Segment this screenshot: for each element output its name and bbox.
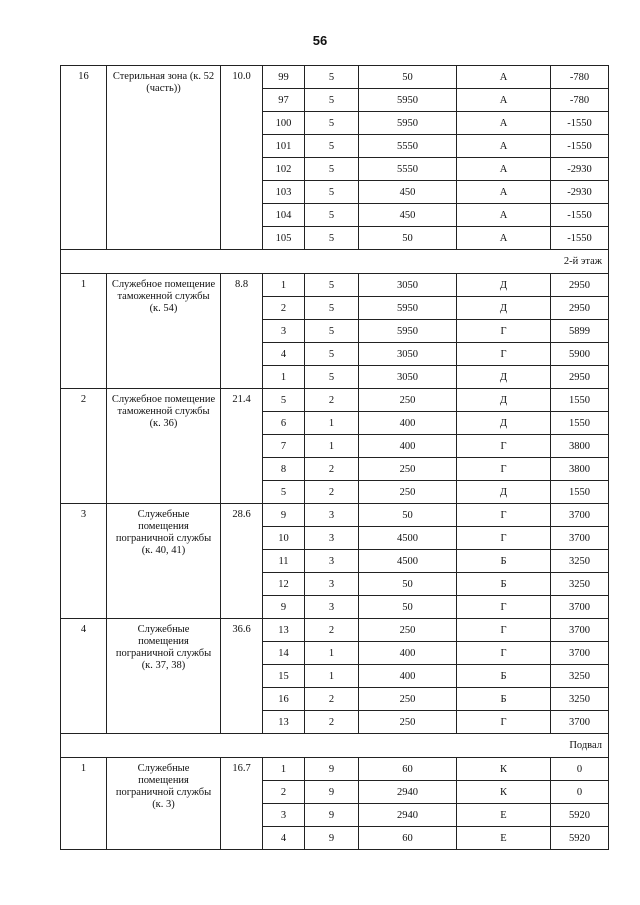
offset-value: 250 — [359, 619, 457, 642]
offset-value: 3050 — [359, 366, 457, 389]
coordinate-value: 1550 — [551, 389, 609, 412]
table-row — [61, 389, 609, 412]
level-value: 5 — [305, 158, 359, 181]
axis-letter: Д — [457, 366, 551, 389]
point-number: 2 — [263, 297, 305, 320]
coordinate-value: 2950 — [551, 297, 609, 320]
coordinate-value: -2930 — [551, 181, 609, 204]
axis-letter: Г — [457, 435, 551, 458]
coordinate-value: 2950 — [551, 274, 609, 297]
point-number: 15 — [263, 665, 305, 688]
table-row — [61, 504, 609, 527]
room-area: 21.4 — [221, 389, 263, 504]
axis-letter: Г — [457, 642, 551, 665]
axis-letter: Д — [457, 297, 551, 320]
level-value: 5 — [305, 227, 359, 250]
offset-value: 5950 — [359, 320, 457, 343]
offset-value: 5950 — [359, 297, 457, 320]
offset-value: 450 — [359, 181, 457, 204]
point-number: 4 — [263, 827, 305, 850]
offset-value: 60 — [359, 758, 457, 781]
point-number: 105 — [263, 227, 305, 250]
axis-letter: А — [457, 112, 551, 135]
room-name: Служебные помещения пограничной службы (к. 37, 38) — [107, 619, 221, 734]
offset-value: 2940 — [359, 804, 457, 827]
coordinate-value: -1550 — [551, 112, 609, 135]
offset-value: 400 — [359, 665, 457, 688]
offset-value: 250 — [359, 389, 457, 412]
offset-value: 400 — [359, 412, 457, 435]
room-number: 2 — [61, 389, 107, 504]
room-name: Стерильная зона (к. 52 (часть)) — [107, 66, 221, 250]
level-value: 5 — [305, 66, 359, 89]
point-number: 1 — [263, 274, 305, 297]
coordinate-value: 5920 — [551, 804, 609, 827]
table-row — [61, 619, 609, 642]
axis-letter: А — [457, 181, 551, 204]
level-value: 2 — [305, 389, 359, 412]
level-value: 1 — [305, 642, 359, 665]
floor-label: 2-й этаж — [61, 250, 609, 274]
coordinate-value: 1550 — [551, 412, 609, 435]
point-number: 12 — [263, 573, 305, 596]
level-value: 5 — [305, 204, 359, 227]
coordinate-value: 3800 — [551, 435, 609, 458]
offset-value: 5950 — [359, 89, 457, 112]
offset-value: 50 — [359, 504, 457, 527]
axis-letter: А — [457, 89, 551, 112]
level-value: 5 — [305, 112, 359, 135]
level-value: 2 — [305, 619, 359, 642]
level-value: 3 — [305, 550, 359, 573]
coordinate-value: -1550 — [551, 227, 609, 250]
level-value: 5 — [305, 320, 359, 343]
room-number: 16 — [61, 66, 107, 250]
offset-value: 400 — [359, 642, 457, 665]
coordinate-value: 3700 — [551, 504, 609, 527]
point-number: 100 — [263, 112, 305, 135]
room-area: 36.6 — [221, 619, 263, 734]
axis-letter: А — [457, 135, 551, 158]
point-number: 8 — [263, 458, 305, 481]
room-number: 1 — [61, 274, 107, 389]
level-value: 3 — [305, 527, 359, 550]
room-number: 3 — [61, 504, 107, 619]
axis-letter: Б — [457, 688, 551, 711]
point-number: 1 — [263, 758, 305, 781]
room-area: 16.7 — [221, 758, 263, 850]
room-name: Служебные помещения пограничной службы (к. 3) — [107, 758, 221, 850]
point-number: 13 — [263, 619, 305, 642]
level-value: 1 — [305, 435, 359, 458]
point-number: 5 — [263, 481, 305, 504]
room-number: 4 — [61, 619, 107, 734]
floor-header-row — [61, 734, 609, 758]
coordinate-value: 5900 — [551, 343, 609, 366]
level-value: 5 — [305, 366, 359, 389]
level-value: 3 — [305, 504, 359, 527]
level-value: 5 — [305, 274, 359, 297]
axis-letter: Г — [457, 596, 551, 619]
coordinate-value: 3700 — [551, 619, 609, 642]
point-number: 4 — [263, 343, 305, 366]
coordinate-value: -1550 — [551, 135, 609, 158]
axis-letter: Д — [457, 389, 551, 412]
point-number: 10 — [263, 527, 305, 550]
coordinate-value: -1550 — [551, 204, 609, 227]
level-value: 5 — [305, 135, 359, 158]
point-number: 9 — [263, 596, 305, 619]
offset-value: 250 — [359, 711, 457, 734]
table-body — [61, 66, 609, 850]
offset-value: 5950 — [359, 112, 457, 135]
coordinates-table — [60, 65, 609, 850]
point-number: 14 — [263, 642, 305, 665]
page-number: 56 — [312, 33, 328, 48]
coordinate-value: 5920 — [551, 827, 609, 850]
axis-letter: Д — [457, 274, 551, 297]
coordinate-value: 3700 — [551, 642, 609, 665]
level-value: 1 — [305, 412, 359, 435]
level-value: 5 — [305, 181, 359, 204]
point-number: 3 — [263, 320, 305, 343]
point-number: 5 — [263, 389, 305, 412]
axis-letter: Г — [457, 320, 551, 343]
point-number: 9 — [263, 504, 305, 527]
level-value: 3 — [305, 573, 359, 596]
point-number: 3 — [263, 804, 305, 827]
offset-value: 50 — [359, 573, 457, 596]
axis-letter: Г — [457, 527, 551, 550]
offset-value: 50 — [359, 596, 457, 619]
level-value: 5 — [305, 297, 359, 320]
offset-value: 3050 — [359, 274, 457, 297]
point-number: 1 — [263, 366, 305, 389]
coordinate-value: -2930 — [551, 158, 609, 181]
level-value: 2 — [305, 458, 359, 481]
axis-letter: А — [457, 204, 551, 227]
room-name: Служебное помещение таможенной службы (к. 54) — [107, 274, 221, 389]
level-value: 1 — [305, 665, 359, 688]
level-value: 9 — [305, 827, 359, 850]
axis-letter: Г — [457, 711, 551, 734]
coordinate-value: 3250 — [551, 688, 609, 711]
room-area: 8.8 — [221, 274, 263, 389]
point-number: 103 — [263, 181, 305, 204]
room-number: 1 — [61, 758, 107, 850]
point-number: 7 — [263, 435, 305, 458]
offset-value: 4500 — [359, 550, 457, 573]
offset-value: 60 — [359, 827, 457, 850]
level-value: 2 — [305, 688, 359, 711]
offset-value: 50 — [359, 227, 457, 250]
floor-header-row — [61, 250, 609, 274]
offset-value: 250 — [359, 481, 457, 504]
offset-value: 5550 — [359, 135, 457, 158]
level-value: 2 — [305, 711, 359, 734]
room-name: Служебные помещения пограничной службы (к. 40, 41) — [107, 504, 221, 619]
level-value: 9 — [305, 804, 359, 827]
offset-value: 250 — [359, 688, 457, 711]
floor-label: Подвал — [61, 734, 609, 758]
level-value: 9 — [305, 758, 359, 781]
axis-letter: А — [457, 66, 551, 89]
coordinate-value: 0 — [551, 781, 609, 804]
axis-letter: Г — [457, 458, 551, 481]
offset-value: 5550 — [359, 158, 457, 181]
axis-letter: Б — [457, 550, 551, 573]
axis-letter: А — [457, 158, 551, 181]
offset-value: 400 — [359, 435, 457, 458]
axis-letter: Е — [457, 827, 551, 850]
coordinate-value: 3250 — [551, 665, 609, 688]
coordinate-value: 3700 — [551, 596, 609, 619]
offset-value: 250 — [359, 458, 457, 481]
axis-letter: Г — [457, 343, 551, 366]
axis-letter: Д — [457, 412, 551, 435]
coordinate-value: 3700 — [551, 711, 609, 734]
level-value: 9 — [305, 781, 359, 804]
coordinate-value: 3800 — [551, 458, 609, 481]
axis-letter: А — [457, 227, 551, 250]
axis-letter: К — [457, 758, 551, 781]
point-number: 101 — [263, 135, 305, 158]
coordinate-value: 3700 — [551, 527, 609, 550]
coordinate-value: 2950 — [551, 366, 609, 389]
point-number: 2 — [263, 781, 305, 804]
offset-value: 3050 — [359, 343, 457, 366]
table-row — [61, 66, 609, 89]
axis-letter: Б — [457, 665, 551, 688]
axis-letter: Г — [457, 504, 551, 527]
room-area: 10.0 — [221, 66, 263, 250]
table-row — [61, 758, 609, 781]
axis-letter: Д — [457, 481, 551, 504]
level-value: 5 — [305, 89, 359, 112]
coordinate-value: 3250 — [551, 550, 609, 573]
offset-value: 2940 — [359, 781, 457, 804]
point-number: 11 — [263, 550, 305, 573]
point-number: 13 — [263, 711, 305, 734]
point-number: 97 — [263, 89, 305, 112]
coordinate-value: -780 — [551, 66, 609, 89]
point-number: 102 — [263, 158, 305, 181]
axis-letter: Е — [457, 804, 551, 827]
axis-letter: Г — [457, 619, 551, 642]
room-area: 28.6 — [221, 504, 263, 619]
offset-value: 4500 — [359, 527, 457, 550]
room-name: Служебное помещение таможенной службы (к. 36) — [107, 389, 221, 504]
offset-value: 450 — [359, 204, 457, 227]
level-value: 3 — [305, 596, 359, 619]
point-number: 104 — [263, 204, 305, 227]
level-value: 5 — [305, 343, 359, 366]
coordinate-value: 0 — [551, 758, 609, 781]
axis-letter: К — [457, 781, 551, 804]
coordinate-value: 5899 — [551, 320, 609, 343]
level-value: 2 — [305, 481, 359, 504]
coordinate-value: 3250 — [551, 573, 609, 596]
coordinate-value: -780 — [551, 89, 609, 112]
point-number: 6 — [263, 412, 305, 435]
axis-letter: Б — [457, 573, 551, 596]
table-row — [61, 274, 609, 297]
point-number: 99 — [263, 66, 305, 89]
coordinate-value: 1550 — [551, 481, 609, 504]
offset-value: 50 — [359, 66, 457, 89]
point-number: 16 — [263, 688, 305, 711]
